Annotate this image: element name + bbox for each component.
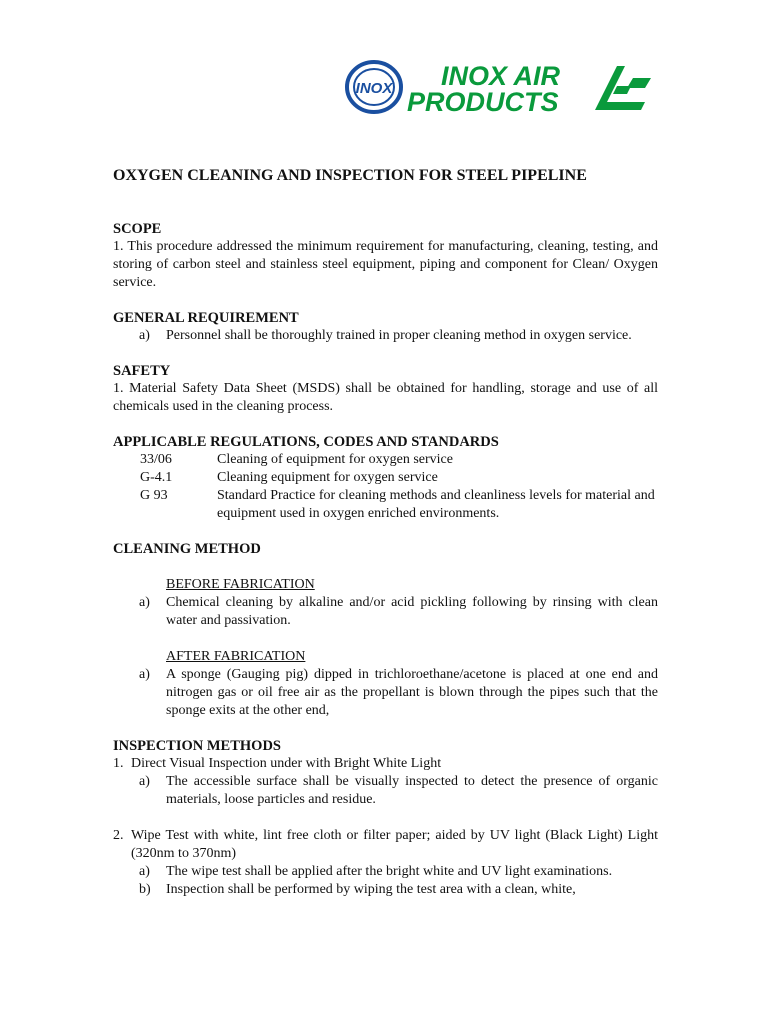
inspection-methods-heading: INSPECTION METHODS [113,738,281,754]
list-item [113,594,658,630]
code-cell: 33/06 [140,452,172,467]
inspection-method-item [113,755,658,773]
list-item-text: A sponge (Gauging pig) dipped in trichloroethane/acetone is placed at one end and nitrogen gas or oil free air as the propellant is blown through the pipes such that the sponge exits at the other end, [166,667,658,718]
document-title: OXYGEN CLEANING AND INSPECTION FOR STEEL PIPELINE [113,167,587,184]
list-marker: a) [139,595,150,610]
list-marker: a) [139,774,150,789]
list-item [113,327,658,345]
list-marker: b) [139,882,151,897]
logo-line2: PRODUCTS [407,87,559,116]
logo-line1: INOX AIR [441,61,561,91]
inox-air-products-logo [345,58,655,116]
safety-text: 1. Material Safety Data Sheet (MSDS) shall be obtained for handling, storage and use of all chemicals used in the cleaning process. [113,381,658,414]
after-fabrication-subheading: AFTER FABRICATION [166,649,306,664]
list-marker: a) [139,864,150,879]
list-item [113,773,658,809]
table-row [140,487,658,523]
list-item-text: Chemical cleaning by alkaline and/or acid pickling following by rinsing with clean water and passivation. [166,595,658,628]
scope-heading: SCOPE [113,221,162,237]
safety-heading: SAFETY [113,363,171,379]
list-item [113,666,658,720]
method-text: Direct Visual Inspection under with Bright White Light [131,756,442,771]
general-requirement-heading: GENERAL REQUIREMENT [113,310,299,326]
scope-text: 1. This procedure addressed the minimum requirement for manufacturing, cleaning, testing, and storing of carbon steel and stainless steel equipment, piping and component for Clean/ Oxygen service. [113,239,658,290]
list-item [113,881,658,899]
emblem-text: INOX [355,80,393,97]
cleaning-method-heading: CLEANING METHOD [113,541,261,557]
list-marker: a) [139,328,150,343]
regulations-heading: APPLICABLE REGULATIONS, CODES AND STANDARDS [113,434,499,450]
before-fabrication-subheading: BEFORE FABRICATION [166,577,315,592]
method-number: 2. [113,828,124,843]
description-cell: Standard Practice for cleaning methods and cleanliness levels for material and equipment used in oxygen enriched environments. [217,488,655,521]
method-text: Wipe Test with white, lint free cloth or filter paper; aided by UV light (Black Light) Light (320nm to 370nm) [131,828,658,861]
description-cell: Cleaning equipment for oxygen service [217,470,438,485]
code-cell: G-4.1 [140,470,173,485]
table-row [140,469,658,487]
code-cell: G 93 [140,488,168,503]
inspection-method-item [113,827,658,863]
description-cell: Cleaning of equipment for oxygen service [217,452,453,467]
method-number: 1. [113,756,124,771]
list-item-text: The accessible surface shall be visually inspected to detect the presence of organic materials, loose particles and residue. [166,774,658,807]
document-body [113,220,658,899]
regulations-table [140,451,658,523]
inox-emblem-icon [347,62,401,112]
list-item-text: The wipe test shall be applied after the bright white and UV light examinations. [166,864,613,879]
list-item-text: Personnel shall be thoroughly trained in proper cleaning method in oxygen service. [166,328,632,343]
list-item [113,863,658,881]
list-marker: a) [139,667,150,682]
air-products-mark-icon [595,66,651,110]
list-item-text: Inspection shall be performed by wiping the test area with a clean, white, [166,882,576,897]
table-row [140,451,658,469]
company-logo [345,58,655,116]
